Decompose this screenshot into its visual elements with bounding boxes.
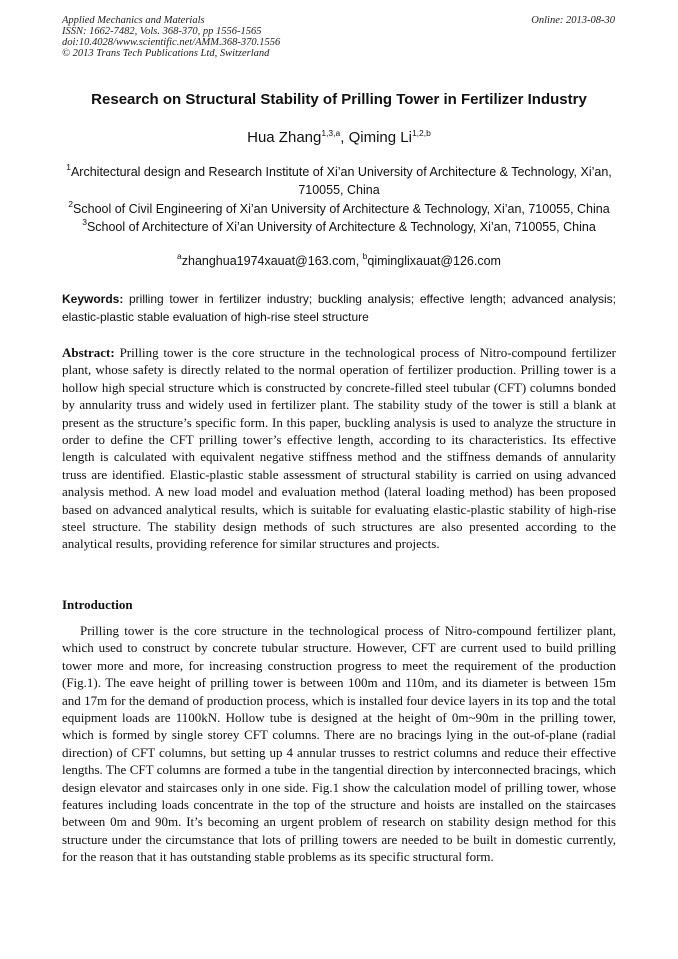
abstract-block <box>62 344 616 553</box>
author-name: Hua Zhang <box>247 129 322 146</box>
abstract-label: Abstract: <box>62 345 115 360</box>
email-marker: b <box>362 251 368 261</box>
email-line <box>62 252 616 270</box>
journal-name: Applied Mechanics and Materials <box>62 15 205 26</box>
online-date: Online: 2013-08-30 <box>531 15 615 26</box>
affiliation <box>62 218 616 236</box>
author-separator: , <box>340 129 349 146</box>
affiliation-text: School of Architecture of Xi’an University of Architecture & Technology, Xi’an, 710055, China <box>86 220 596 234</box>
email-address: qiminglixauat@126.com <box>367 254 501 268</box>
doi-line: doi:10.4028/www.scientific.net/AMM.368-370.1556 <box>62 37 281 48</box>
section-heading-introduction: Introduction <box>62 597 133 612</box>
author-affiliation-marker: 1,2,b <box>411 128 431 138</box>
affiliation <box>62 163 616 199</box>
keywords-label: Keywords: <box>62 292 124 306</box>
author-name: Qiming Li <box>348 129 412 146</box>
keywords-text: prilling tower in fertilizer industry; buckling analysis; effective length; advanced analysis; elastic-plastic stable evaluation of high-rise steel structure <box>62 292 616 324</box>
issn-line: ISSN: 1662-7482, Vols. 368-370, pp 1556-1565 <box>62 26 262 37</box>
email-marker: a <box>177 251 182 261</box>
keywords-block <box>62 290 616 326</box>
affiliation-marker: 2 <box>68 199 74 209</box>
affiliation-marker: 1 <box>66 162 71 172</box>
affiliation <box>62 200 616 218</box>
introduction-paragraph: Prilling tower is the core structure in the technological process of Nitro-compound fertilizer plant, which used to construct by concrete tubular structure. However, CFT are current used to build prilling tower more and more, for increasing construction progress to meet the requirement of the production (Fig.1). The eave height of prilling tower is between 100m and 110m, and its diameter is between 15m and 17m for the demand of production process, which is installed four device layers in its top and the total equipment loads are 1100kN. Hollow tube is designed at the height of 0m~90m in the prilling tower, which is formed by single storey CFT columns. There are no bracings lying in the out-of-plane (radial direction) of CFT columns, but setting up 4 annular trusses to restrict columns and reduce their effective lengths. The CFT columns are formed a tube in the tangential direction by interconnected bracings, which design elevator and staircases only in one side. Fig.1 show the calculation model of prilling tower, whose features including loads concentrate in the top of the structure and hoists are installed on the staircases between 0m and 90m. It’s becoming an urgent problem of research on stability design method for this structure under the circumstance that lots of prilling towers are needed to be built in domestic currently, for the reason that it has outstanding stable problems as its specific structural form. <box>62 623 616 865</box>
affiliation-marker: 3 <box>82 217 87 227</box>
author-affiliation-marker: 1,3,a <box>321 128 341 138</box>
email-address: zhanghua1974xauat@163.com <box>181 254 356 268</box>
abstract-text: Prilling tower is the core structure in the technological process of Nitro-compound fertilizer plant, whose safety is directly related to the normal operation of fertilizer production. Prilling tower is a hollow high special structure which is constructed by concrete-filled steel tubular (CFT) columns bonded by annularity truss and widely used in fertilizer plant. The stability study of the tower is still a blank at present as the structure’s specific form. In this paper, buckling analysis is used to analyze the structure in order to define the CFT prilling tower’s effective length, according to its characteristics. Its effective length is calculated with equivalent negative stiffness method and the stiffness demands of annularity truss are identified. Elastic-plastic stable assessment of structural stability is carried on using advanced analysis method. A new load model and evaluation method (lateral loading method) has been proposed based on advanced analytical results, which is suitable for evaluating elastic-plastic stability of high-rise steel structure. The stability design methods of such structures are also presented according to the analytical results, providing reference for similar structures and projects. <box>62 345 617 552</box>
copyright-line: © 2013 Trans Tech Publications Ltd, Switzerland <box>62 48 270 59</box>
affiliation-text: Architectural design and Research Institute of Xi’an University of Architecture & Technology, Xi’an, 710055, China <box>70 165 612 197</box>
author-line <box>40 128 638 148</box>
paper-title: Research on Structural Stability of Prilling Tower in Fertilizer Industry <box>91 91 587 108</box>
publication-info <box>62 15 280 59</box>
affiliation-text: School of Civil Engineering of Xi’an University of Architecture & Technology, Xi’an, 710055, China <box>73 202 610 216</box>
email-separator: , <box>355 254 363 268</box>
